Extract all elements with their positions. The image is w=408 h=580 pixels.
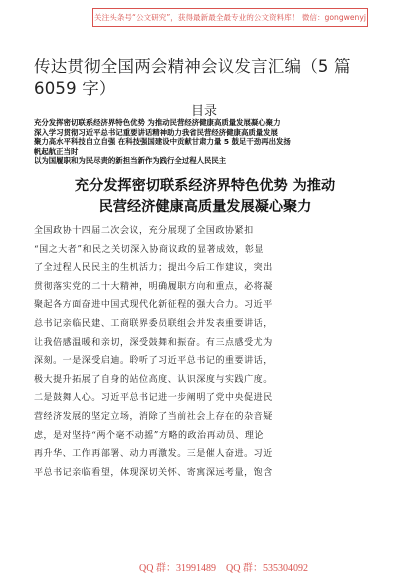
body-line: 极大提升拓展了自身的站位高度、认识深度与实践广度。: [34, 374, 273, 385]
body-line: 再升华、工作再部署、动力再激发。三是催人奋进。习近: [34, 449, 273, 460]
body-line: 让我倍感温暖和亲切，深受鼓舞和振奋。有三点感受尤为: [34, 337, 273, 348]
document-title-line: 传达贯彻全国两会精神会议发言汇编（5 篇: [34, 57, 351, 76]
body-line: 贯彻落实党的二十大精神，明确履职方向和重点，必将凝: [34, 281, 273, 292]
toc-item[interactable]: 深入学习贯彻习近平总书记重要讲话精神助力我省民营经济健康高质量发展: [34, 127, 278, 137]
section-title: [30, 176, 380, 218]
document-title-line: 6059 字）: [34, 79, 116, 98]
toc-item[interactable]: 帆起航正当时: [34, 146, 79, 156]
section-title-line: 民营经济健康高质量发展凝心聚力: [98, 199, 312, 215]
footer-qq-group-1: QQ 群：31991489: [139, 563, 216, 574]
body-line: 了全过程人民民主的生机活力；提出今后工作建议，突出: [34, 263, 273, 274]
toc-item[interactable]: 充分发挥密切联系经济界特色优势 为推动民营经济健康高质量发展凝心聚力: [34, 118, 281, 127]
body-line: 深刻。一是深受启迪。聆听了习近平总书记的重要讲话，: [34, 356, 273, 367]
body-line: 营经济发展的坚定立场，消除了当前社会上存在的杂音疑: [34, 411, 273, 422]
body-line: “国之大者”和民之关切深入协商议政的显著成效，彰显: [34, 244, 264, 255]
body-line: 平总书记亲临看望，体现深切关怀、寄寓深远考量，饱含: [34, 467, 273, 478]
table-of-contents: [34, 118, 379, 166]
footer-qq-group-2: QQ 群：535304092: [226, 563, 308, 574]
body-line: 二是鼓舞人心。习近平总书记进一步阐明了党中央促进民: [34, 393, 273, 404]
toc-heading: 目录: [190, 104, 217, 119]
document-title: [34, 56, 379, 100]
body-line: 虑，是对坚持“两个毫不动摇”方略的政治再动员、理论: [34, 430, 264, 441]
toc-item[interactable]: 以为国履职和为民尽责的新担当新作为践行全过程人民民主: [34, 156, 227, 166]
toc-item[interactable]: 聚力高水平科技自立自强 在科技强国建设中贡献甘肃力量 5 鼓足干劲再出发扬: [34, 137, 291, 147]
body-line: 全国政协十四届二次会议，充分展现了全国政协紧扣: [34, 226, 254, 236]
body-line: 聚起各方面奋进中国式现代化新征程的强大合力。习近平: [34, 300, 273, 311]
body-paragraph: [34, 222, 380, 482]
body-line: 总书记亲临民建、工商联界委员联组会并发表重要讲话，: [34, 318, 273, 329]
header-banner: 关注头条号“公文研究”，获得最新最全最专业的公文资料库！ 微信：gongwenyj: [92, 8, 368, 27]
section-title-line: 充分发挥密切联系经济界特色优势 为推动: [74, 178, 336, 194]
